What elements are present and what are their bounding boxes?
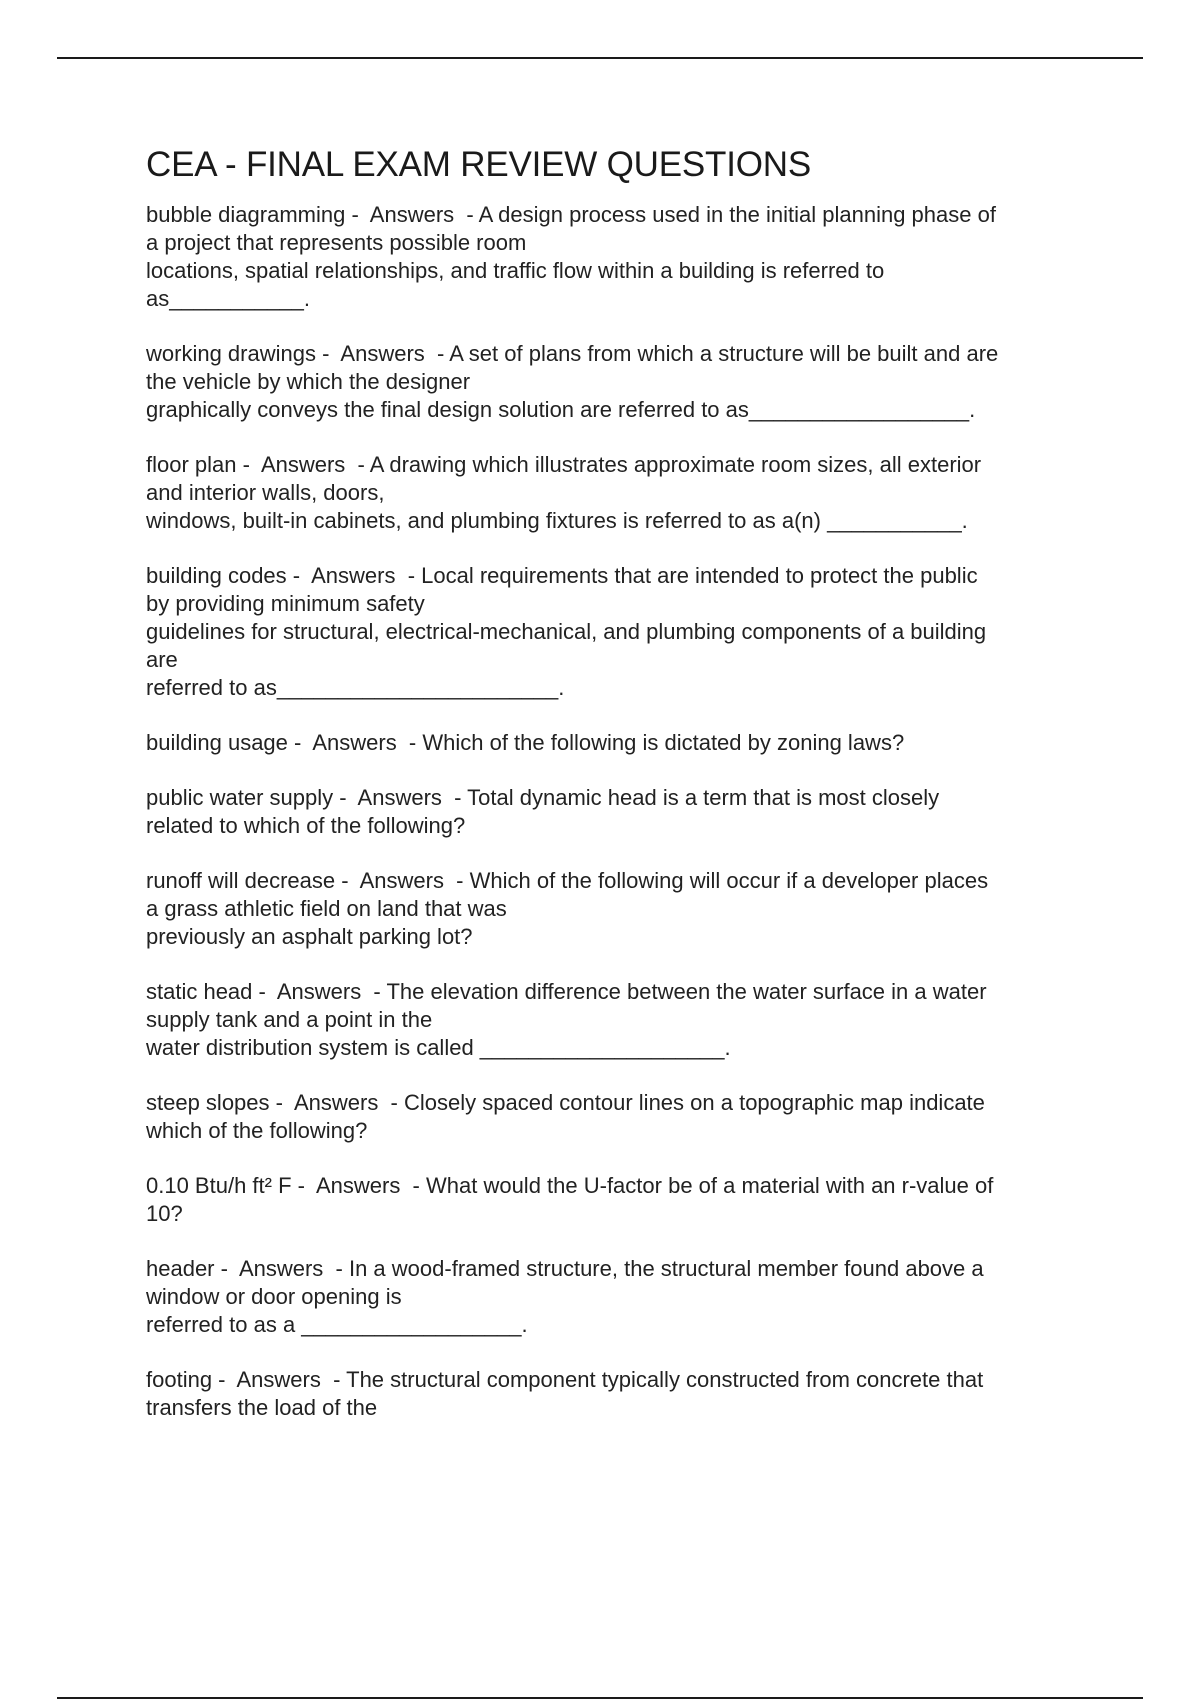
qa-line: related to which of the following? <box>146 813 466 838</box>
document-body <box>146 145 1101 1449</box>
qa-item-building-usage <box>146 729 1101 757</box>
qa-line: referred to as a __________________. <box>146 1312 528 1337</box>
qa-item-footing <box>146 1366 1101 1422</box>
qa-line: supply tank and a point in the <box>146 1007 433 1032</box>
qa-line: a grass athletic field on land that was <box>146 896 507 921</box>
qa-line: steep slopes - Answers - Closely spaced contour lines on a topographic map indicate <box>146 1090 985 1115</box>
qa-line: floor plan - Answers - A drawing which illustrates approximate room sizes, all exterior <box>146 452 982 477</box>
qa-item-working-drawings <box>146 340 1101 424</box>
qa-item-header <box>146 1255 1101 1339</box>
qa-line: and interior walls, doors, <box>146 480 385 505</box>
qa-item-static-head <box>146 978 1101 1062</box>
qa-line: runoff will decrease - Answers - Which of the following will occur if a developer places <box>146 868 989 893</box>
qa-line: 10? <box>146 1201 183 1226</box>
qa-item-public-water-supply <box>146 784 1101 840</box>
qa-line: the vehicle by which the designer <box>146 369 471 394</box>
qa-line: 0.10 Btu/h ft² F - Answers - What would the U-factor be of a material with an r-value of <box>146 1173 994 1198</box>
qa-line: windows, built-in cabinets, and plumbing fixtures is referred to as a(n) ___________. <box>146 508 968 533</box>
qa-line: as___________. <box>146 286 310 311</box>
qa-line: footing - Answers - The structural component typically constructed from concrete that <box>146 1367 984 1392</box>
qa-line: by providing minimum safety <box>146 591 425 616</box>
qa-line: static head - Answers - The elevation difference between the water surface in a water <box>146 979 987 1004</box>
qa-line: building usage - Answers - Which of the following is dictated by zoning laws? <box>146 730 905 755</box>
bottom-rule <box>57 1697 1143 1699</box>
qa-item-steep-slopes <box>146 1089 1101 1145</box>
qa-line: header - Answers - In a wood-framed structure, the structural member found above a <box>146 1256 984 1281</box>
page-title: CEA - FINAL EXAM REVIEW QUESTIONS <box>146 145 811 184</box>
qa-line: bubble diagramming - Answers - A design process used in the initial planning phase of <box>146 202 996 227</box>
qa-line: working drawings - Answers - A set of plans from which a structure will be built and are <box>146 341 999 366</box>
qa-line: graphically conveys the final design solution are referred to as__________________. <box>146 397 976 422</box>
qa-line: transfers the load of the <box>146 1395 378 1420</box>
qa-line: building codes - Answers - Local requirements that are intended to protect the public <box>146 563 978 588</box>
qa-item-u-factor <box>146 1172 1101 1228</box>
top-rule <box>57 57 1143 59</box>
qa-line: a project that represents possible room <box>146 230 527 255</box>
qa-line: referred to as_______________________. <box>146 675 565 700</box>
qa-line: window or door opening is <box>146 1284 402 1309</box>
qa-line: water distribution system is called ____________________. <box>146 1035 731 1060</box>
qa-line: locations, spatial relationships, and traffic flow within a building is referred to <box>146 258 885 283</box>
qa-line: are <box>146 647 178 672</box>
qa-item-bubble-diagramming <box>146 201 1101 313</box>
qa-item-floor-plan <box>146 451 1101 535</box>
qa-line: previously an asphalt parking lot? <box>146 924 473 949</box>
qa-line: guidelines for structural, electrical-mechanical, and plumbing components of a building <box>146 619 987 644</box>
qa-line: which of the following? <box>146 1118 368 1143</box>
qa-line: public water supply - Answers - Total dynamic head is a term that is most closely <box>146 785 940 810</box>
qa-item-runoff-will-decrease <box>146 867 1101 951</box>
qa-item-building-codes <box>146 562 1101 702</box>
